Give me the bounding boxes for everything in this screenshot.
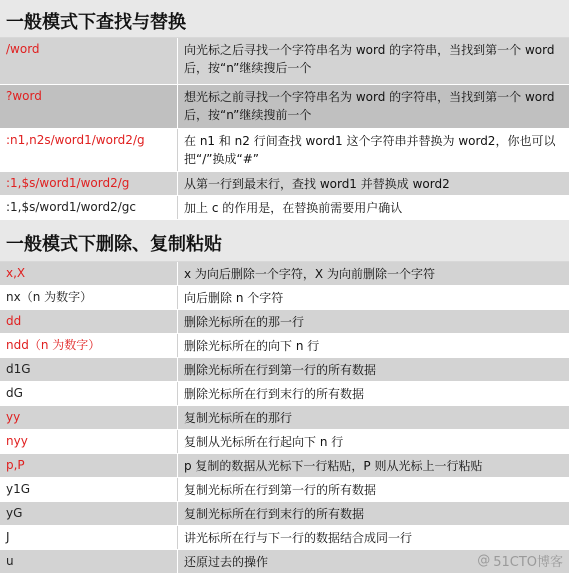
search-replace-table (0, 38, 569, 220)
command-cell: :1,$s/word1/word2/g (0, 172, 178, 195)
command-cell: u (0, 550, 178, 573)
command-cell: y1G (0, 478, 178, 501)
description-cell: 加上 c 的作用是，在替换前需要用户确认 (184, 201, 403, 215)
command-cell: d1G (0, 358, 178, 381)
table-row (0, 502, 569, 526)
table-row (0, 334, 569, 358)
command-cell: :n1,n2s/word1/word2/g (0, 129, 178, 171)
command-cell: yy (0, 406, 178, 429)
description-cell: 讲光标所在行与下一行的数据结合成同一行 (184, 531, 413, 545)
section-title-delete-copy-paste: 一般模式下删除、复制粘贴 (0, 220, 569, 262)
watermark (477, 551, 563, 570)
description-cell: 想光标之前寻找一个字符串名为 word 的字符串，当找到第一个 word 后，按“n”继续搜前一个 (184, 90, 555, 122)
command-cell: p,P (0, 454, 178, 477)
description-cell: 向光标之后寻找一个字符串名为 word 的字符串，当找到第一个 word 后，按“n”继续搜后一个 (184, 43, 555, 75)
description-cell: 复制光标所在行到末行的所有数据 (184, 507, 365, 521)
description-cell: 复制光标所在的那行 (184, 411, 293, 425)
table-row (0, 478, 569, 502)
table-row (0, 85, 569, 129)
table-row (0, 358, 569, 382)
command-cell: nyy (0, 430, 178, 453)
description-cell: x 为向后删除一个字符，X 为向前删除一个字符 (184, 267, 435, 281)
delete-copy-paste-table (0, 262, 569, 574)
command-cell: dG (0, 382, 178, 405)
section-title-search-replace: 一般模式下查找与替换 (0, 0, 569, 38)
description-cell: 从第一行到最末行，查找 word1 并替换成 word2 (184, 177, 450, 191)
table-row (0, 406, 569, 430)
command-cell: ndd（n 为数字） (0, 334, 178, 357)
command-cell: yG (0, 502, 178, 525)
table-row (0, 286, 569, 310)
description-cell: 删除光标所在行到第一行的所有数据 (184, 363, 377, 377)
table-row (0, 382, 569, 406)
table-row (0, 262, 569, 286)
command-cell: ?word (0, 85, 178, 128)
description-cell: p 复制的数据从光标下一行粘贴，P 则从光标上一行粘贴 (184, 459, 483, 473)
table-row (0, 196, 569, 220)
description-cell: 向后删除 n 个字符 (184, 291, 284, 305)
table-row (0, 172, 569, 196)
command-cell: nx（n 为数字） (0, 286, 178, 309)
table-row (0, 129, 569, 172)
description-cell: 删除光标所在的那一行 (184, 315, 305, 329)
table-row (0, 454, 569, 478)
description-cell: 还原过去的操作 (184, 555, 269, 569)
table-row (0, 430, 569, 454)
command-cell: /word (0, 38, 178, 84)
description-cell: 删除光标所在的向下 n 行 (184, 339, 320, 353)
table-row (0, 38, 569, 85)
command-cell: :1,$s/word1/word2/gc (0, 196, 178, 219)
watermark-at: @ (477, 553, 491, 568)
table-row (0, 526, 569, 550)
watermark-text: 51CTO博客 (493, 555, 563, 570)
description-cell: 在 n1 和 n2 行间查找 word1 这个字符串并替换为 word2，你也可以把“/”换成“#” (184, 134, 556, 166)
description-cell: 复制光标所在行到第一行的所有数据 (184, 483, 377, 497)
table-row (0, 310, 569, 334)
description-cell: 删除光标所在行到末行的所有数据 (184, 387, 365, 401)
description-cell: 复制从光标所在行起向下 n 行 (184, 435, 344, 449)
command-cell: J (0, 526, 178, 549)
command-cell: dd (0, 310, 178, 333)
command-cell: x,X (0, 262, 178, 285)
